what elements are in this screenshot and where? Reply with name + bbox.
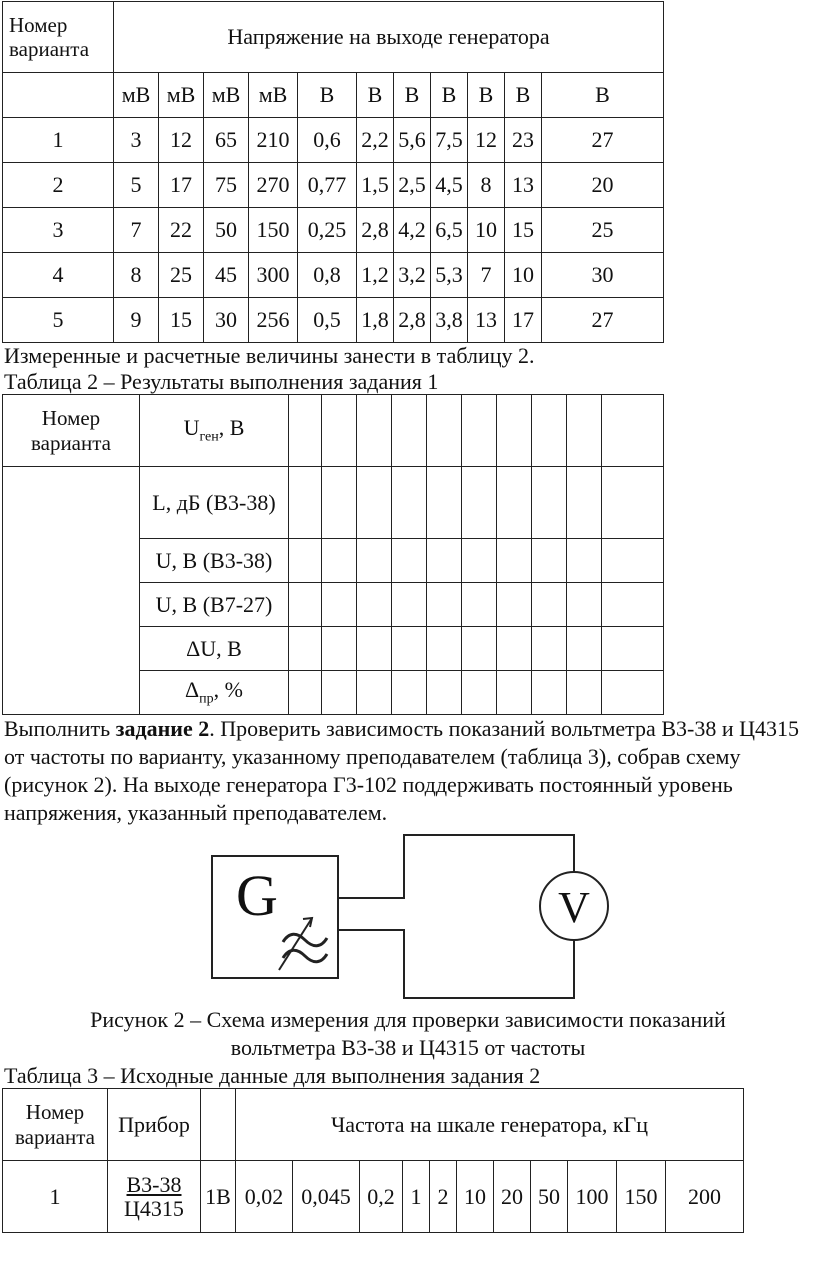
freq-cell: 1 — [403, 1161, 430, 1233]
unit-cell: мВ — [159, 73, 204, 118]
cell: 75 — [204, 163, 249, 208]
cell: 12 — [468, 118, 505, 163]
cell: 20 — [542, 163, 664, 208]
row-label-l-db: L, дБ (В3-38) — [140, 467, 289, 539]
cell: 0,6 — [298, 118, 357, 163]
cell: 4 — [3, 253, 114, 298]
freq-cell: 2 — [430, 1161, 457, 1233]
cell: 2,2 — [357, 118, 394, 163]
row-label-delta-u: ΔU, В — [140, 627, 289, 671]
cell: 1,5 — [357, 163, 394, 208]
level-cell: 1В — [201, 1161, 236, 1233]
row-label-u-v3-38: U, В (В3-38) — [140, 539, 289, 583]
instruction-text: Измеренные и расчетные величины занести в таблицу 2. — [4, 343, 535, 368]
cell: 3,2 — [394, 253, 431, 298]
figure-caption-line1: Рисунок 2 – Схема измерения для проверки зависимости показаний — [90, 1007, 726, 1032]
cell: 25 — [159, 253, 204, 298]
wire-bottom — [338, 930, 574, 998]
unit-cell: В — [505, 73, 542, 118]
figure-caption-line2: вольтметра В3-38 и Ц4315 от частоты — [230, 1035, 586, 1060]
cell: 300 — [249, 253, 298, 298]
cell: 2,8 — [394, 298, 431, 343]
device-v3-38: В3-38 — [126, 1171, 182, 1197]
variant-cell: 1 — [3, 1161, 108, 1233]
freq-cell: 10 — [457, 1161, 494, 1233]
unit-cell: В — [394, 73, 431, 118]
header-variant: Номер варианта — [3, 1089, 108, 1161]
freq-cell: 20 — [494, 1161, 531, 1233]
task2-paragraph: Выполнить задание 2. Проверить зависимость показаний вольтметра В3-38 и Ц4315 от частоты по варианту, указанному преподавателем (таблица 3), собрав схему (рисунок 2). На выходе генератора Г3-102 поддерживать постоянный уровень напряжения, указанный преподавателем. — [4, 716, 799, 825]
freq-cell: 150 — [617, 1161, 666, 1233]
table3-caption: Таблица 3 – Исходные данные для выполнения задания 2 — [4, 1063, 541, 1088]
freq-cell: 100 — [568, 1161, 617, 1233]
cell: 210 — [249, 118, 298, 163]
cell: 2 — [3, 163, 114, 208]
unit-cell: мВ — [249, 73, 298, 118]
cell: 27 — [542, 118, 664, 163]
row-label-delta-pr: $\Delta_{пр}$, % — [140, 671, 289, 715]
cell: 22 — [159, 208, 204, 253]
cell: 1 — [3, 118, 114, 163]
cell: 30 — [542, 253, 664, 298]
empty-cell — [201, 1089, 236, 1161]
cell: 17 — [505, 298, 542, 343]
table2-caption: Таблица 2 – Результаты выполнения задания 1 — [4, 369, 439, 394]
unit-cell: В — [357, 73, 394, 118]
cell: 8 — [114, 253, 159, 298]
cell: 5 — [3, 298, 114, 343]
unit-cell: В — [431, 73, 468, 118]
cell: 23 — [505, 118, 542, 163]
cell: 3,8 — [431, 298, 468, 343]
cell: 0,77 — [298, 163, 357, 208]
cell: 5,3 — [431, 253, 468, 298]
tilde-icon — [283, 934, 327, 946]
freq-cell: 0,045 — [293, 1161, 360, 1233]
cell: 1,2 — [357, 253, 394, 298]
cell: 5,6 — [394, 118, 431, 163]
cell: 7 — [468, 253, 505, 298]
wire-top — [338, 835, 574, 898]
freq-cell: 0,02 — [236, 1161, 293, 1233]
cell: 6,5 — [431, 208, 468, 253]
unit-cell: В — [298, 73, 357, 118]
cell: 15 — [505, 208, 542, 253]
header-voltage: Напряжение на выходе генератора — [114, 2, 664, 73]
cell: 3 — [3, 208, 114, 253]
cell: 13 — [468, 298, 505, 343]
cell: 150 — [249, 208, 298, 253]
freq-cell: 50 — [531, 1161, 568, 1233]
unit-cell: мВ — [114, 73, 159, 118]
cell: 30 — [204, 298, 249, 343]
cell: 0,8 — [298, 253, 357, 298]
cell: 7,5 — [431, 118, 468, 163]
cell: 9 — [114, 298, 159, 343]
unit-cell: В — [468, 73, 505, 118]
cell: 12 — [159, 118, 204, 163]
cell: 7 — [114, 208, 159, 253]
adjust-arrow-icon — [279, 918, 312, 970]
table-task2-source-data — [2, 1088, 744, 1233]
cell: 2,8 — [357, 208, 394, 253]
cell: 8 — [468, 163, 505, 208]
header-variant: Номер варианта — [3, 395, 140, 467]
header-device: Прибор — [108, 1089, 201, 1161]
cell: 0,5 — [298, 298, 357, 343]
cell: 3 — [114, 118, 159, 163]
row-label-u-v7-27: U, В (В7-27) — [140, 583, 289, 627]
cell: 25 — [542, 208, 664, 253]
unit-cell: В — [542, 73, 664, 118]
device-ts4315: Ц4315 — [124, 1195, 184, 1221]
cell: 4,2 — [394, 208, 431, 253]
cell: 0,25 — [298, 208, 357, 253]
device-cell — [108, 1161, 201, 1233]
cell: 45 — [204, 253, 249, 298]
cell: 2,5 — [394, 163, 431, 208]
row-label-ugen: $U_{ген}$, В — [140, 395, 289, 467]
cell: 1,8 — [357, 298, 394, 343]
cell: 256 — [249, 298, 298, 343]
cell: 17 — [159, 163, 204, 208]
cell: 65 — [204, 118, 249, 163]
cell: 27 — [542, 298, 664, 343]
cell: 13 — [505, 163, 542, 208]
cell: 5 — [114, 163, 159, 208]
cell: 50 — [204, 208, 249, 253]
cell: 270 — [249, 163, 298, 208]
cell: 15 — [159, 298, 204, 343]
generator-letter: G — [236, 863, 278, 928]
unit-cell: мВ — [204, 73, 249, 118]
cell: 10 — [468, 208, 505, 253]
cell: 10 — [505, 253, 542, 298]
cell: 4,5 — [431, 163, 468, 208]
voltmeter-letter: V — [558, 883, 590, 932]
freq-cell: 200 — [666, 1161, 744, 1233]
header-frequency: Частота на шкале генератора, кГц — [236, 1089, 744, 1161]
freq-cell: 0,2 — [360, 1161, 403, 1233]
header-variant: Номер варианта — [3, 2, 114, 73]
